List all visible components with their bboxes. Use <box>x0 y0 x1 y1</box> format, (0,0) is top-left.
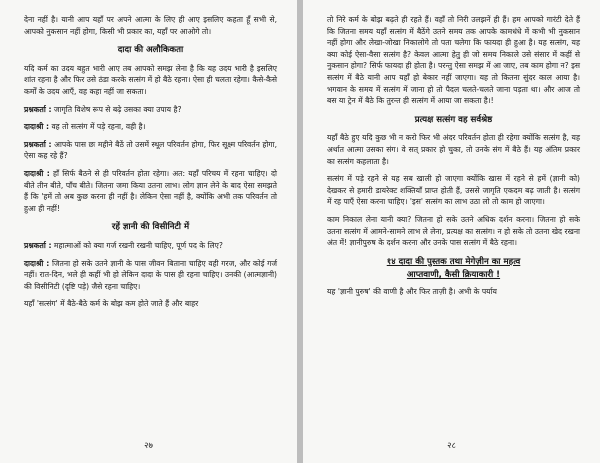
left-page-text <box>24 14 277 316</box>
speaker-label: प्रश्नकर्ता : <box>24 104 52 114</box>
right-page <box>303 0 600 463</box>
section-heading: दादा की अलौकिकता <box>117 45 184 56</box>
paragraph: यहाँ 'सत्संग' में बैठे-बैठे कर्म के बोझ कम होते जाते हैं और बाहर <box>24 299 199 309</box>
paragraph: यदि कर्म का उदय बहुत भारी आए तब आपको समझ लेना है कि यह उदय भारी है इसलिए शांत रहना है और फिर उसे ठंडा करके सत्संग में हो बैठे रहना। ऐसा ही चलता रहेगा। कैसे-कैसे कर्मों के उदय आएँ, वह कहा नहीं जा सकता। <box>24 63 277 96</box>
question <box>24 104 277 116</box>
question-text: जागृति विशेष रूप से बढ़े उसका क्या उपाय है? <box>53 104 182 114</box>
paragraph: सत्संग में पड़े रहने से यह सब खाली हो जाएगा क्योंकि खास में रहने से हमें (ज्ञानी को) देखकर से हमारी डायरेक्ट शक्तियाँ प्राप्त होती हैं, उससे जागृति एकदम बढ़ जाती है। सत्संग में रह पाएँ ऐसा करना चाहिए। 'इस' सत्संग का लाभ उठा लो तो काम हो जाएगा। <box>327 174 580 207</box>
right-page-text <box>327 14 580 303</box>
speaker-label: प्रश्नकर्ता : <box>24 240 52 250</box>
paragraph: यह 'ज्ञानी पुरुष' की वाणी है और फिर ताज़ी है। अभी के पर्याय <box>327 286 497 296</box>
question <box>24 240 277 252</box>
question-text: आपके पास छः महीने बैठें तो उसमें स्थूल परिवर्तन होगा, फिर सूक्ष्म परिवर्तन होगा, ऐसा कह रहे हैं? <box>24 139 277 161</box>
paragraph: काम निकाल लेना यानी क्या? जितना हो सके उतने अधिक दर्शन करना। जितना हो सके उतना सत्संग में आमने-सामने लाभ ले लेना, प्रत्यक्ष का सत्संग। न हो सके तो उतना खेद रखना अंत में! ज्ञानीपुरुष के दर्शन करना और उनके पास सत्संग में बैठे रहना। <box>327 214 580 248</box>
chapter-title: १४ दादा की पुस्तक तथा मेगेज़ीन का महत्व <box>386 256 521 267</box>
paragraph: तो निरे कर्म के बोझ बढ़ते ही रहते हैं। वहाँ तो निरी उलझनें ही हैं। हम आपको गारंटी देते हैं कि जितना समय यहाँ सत्संग में बैठेंगे उतने समय तक आपके कामधंधे में कभी भी नुकसान नहीं होगा और लेखा-जोखा निकालोगे तो पता चलेगा कि फायदा ही हुआ है। यह सत्संग, यह क्या कोई ऐसा-वैसा सत्संग है? केवल आत्मा हेतु ही जो समय निकाले उसे संसार में कहीं से नुकसान होगा? सिर्फ फायदा ही होता है। परन्तु ऐसा समझ में आ जाए, तब काम होगा न? इस सत्संग में बैठे यानी आप यहाँ हो बेकार नहीं जाएगा। यह तो कितना सुंदर काल आया है। भगवान के समय में सत्संग में जाना हो तो पैदल चलते-चलते जाना पड़ता था। और आज तो बस या ट्रेन में बैठे कि तुरन्त ही सत्संग में आया जा सकता है।! <box>327 15 580 106</box>
answer-text: हाँ सिर्फ बैठने से ही परिवर्तन होता रहेगा। अत: यहाँ परिचय में रहना चाहिए। दो बीते तीन बीते, पाँच बीते। जितना जमा किया उतना लाभ। लोग ज्ञान लेने के बाद ऐसा समझते हैं कि 'हमें तो अब कुछ करना ही नहीं है। लेकिन ऐसा नहीं है, क्योंकि अभी तक परिवर्तन तो हुआ ही नहीं! <box>24 168 277 213</box>
answer <box>24 121 277 133</box>
speaker-label: दादाश्री : <box>24 168 50 178</box>
answer <box>24 168 277 214</box>
answer-text: जितना हो सके उतने ज्ञानी के पास जीवन बिताना चाहिए वही गरज, और कोई गर्ज नहीं। रात-दिन, भले ही कहीं भी हो लेकिन दादा के पास ही रहना चाहिए। उनकी (आत्मज्ञानी) की विसीनिटी (दृष्टि पड़े) जैसे रहना चाहिए। <box>24 258 277 291</box>
question <box>24 139 277 162</box>
page-number: २७ <box>144 441 153 451</box>
question-text: महात्माओं को क्या गर्ज रखनी रखनी चाहिए, पूर्ण पद के लिए? <box>53 240 223 250</box>
paragraph: देना नहीं है। यानी आप यहाँ पर अपने आत्मा के लिए ही आए इसलिए कहता हूँ सभी से, आपको नुकसान नहीं होगा, किसी भी प्रकार का, यहाँ पर आओगे तो। <box>24 15 277 36</box>
speaker-label: दादाश्री : <box>24 122 50 132</box>
speaker-label: प्रश्नकर्ता : <box>24 139 52 149</box>
speaker-label: दादाश्री : <box>24 258 50 268</box>
section-heading: प्रत्यक्ष सत्संग वह सर्वश्रेष्ठ <box>414 114 493 125</box>
section-heading: रहें ज्ञानी की विसीनिटी में <box>111 222 190 233</box>
page-number: २८ <box>447 441 456 451</box>
left-page <box>0 0 297 463</box>
answer-text: वह तो सत्संग में पड़े रहना, वही है। <box>51 122 146 132</box>
paragraph: यहाँ बैठे हुए यदि कुछ भी न करो फिर भी अंदर परिवर्तन होता ही रहेगा क्योंकि सत्संग है, यह अर्थात आत्मा उसका संग। वे सत् प्रकार हो चुका, तो उनके संग में बैठे हैं। यह अंतिम प्रकार का सत्संग कहलाता है। <box>327 133 580 166</box>
chapter-subtitle: आप्तवाणी, कैसी क्रियाकारी ! <box>406 270 501 281</box>
answer <box>24 258 277 293</box>
